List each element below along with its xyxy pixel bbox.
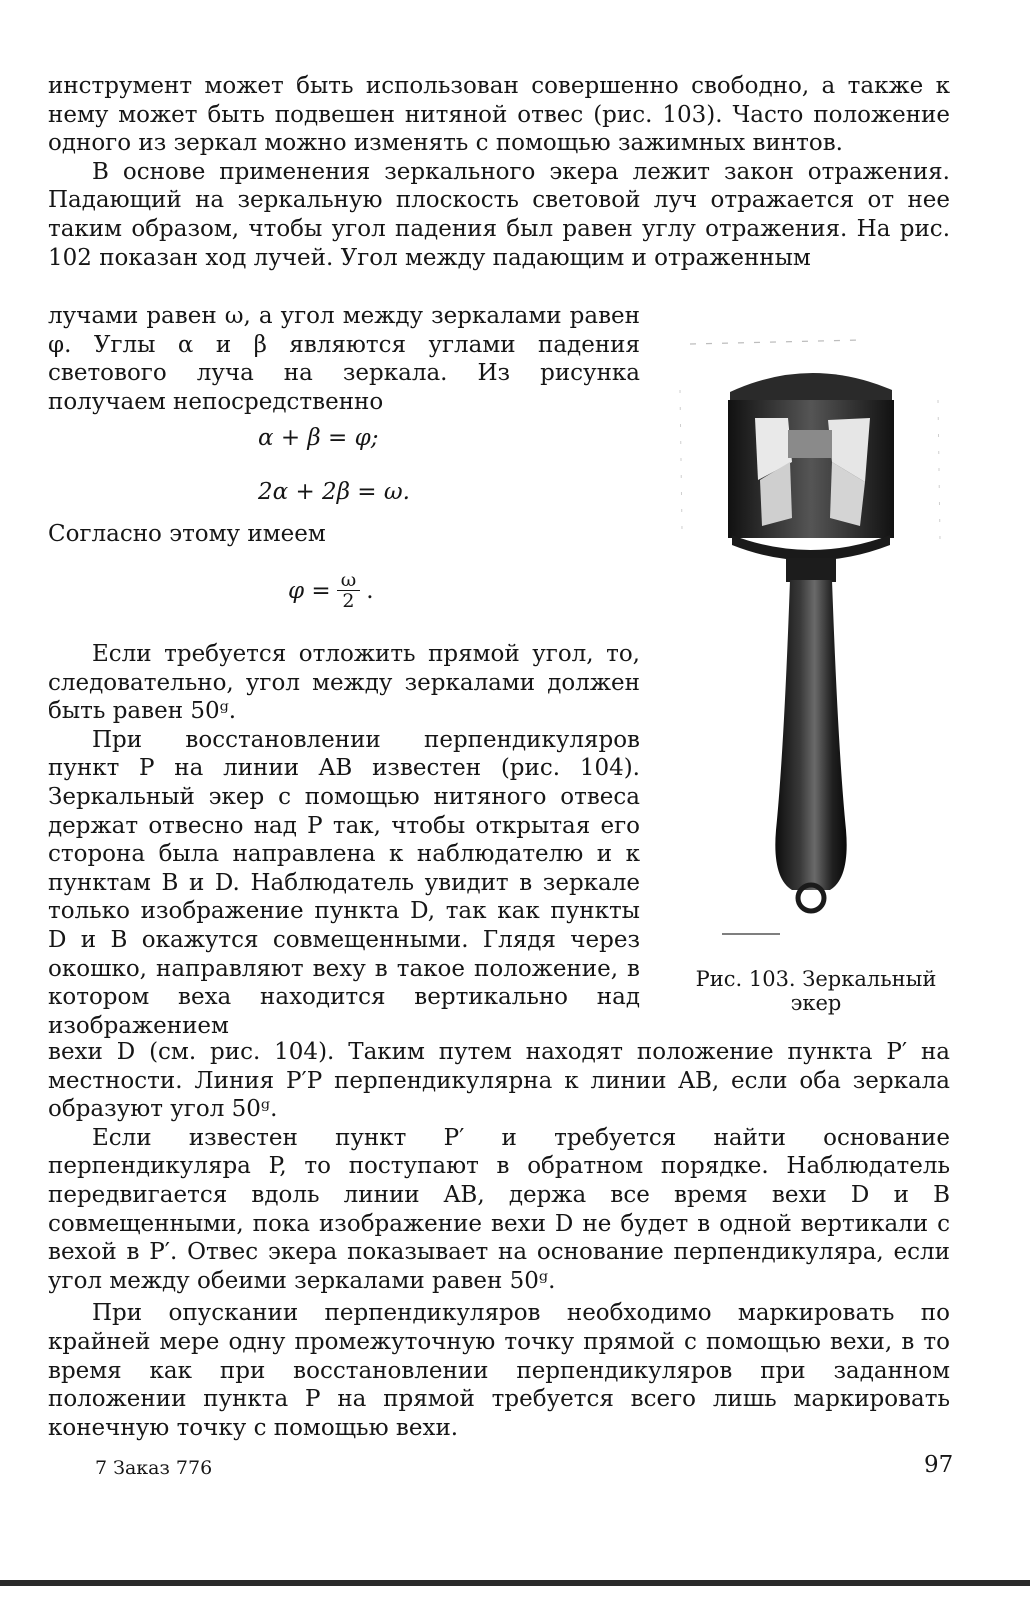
paragraph-6: Если известен пункт P′ и требуется найти основание перпендикуляра P, то поступают в обратном порядке. Наблюдатель передвигается вдоль линии AB, держа все время вехи D и B совмещенными, пока изображение вехи D не будет в одной вертикали с вехой в P′. Отвес экера показывает на основание перпендикуляра, если угол между обеими зеркалами равен 50ᵍ. (48, 1124, 950, 1294)
fraction-denominator: 2 (342, 590, 355, 612)
text-narrow-column (48, 302, 640, 416)
equation-3-left: φ = (288, 577, 331, 604)
figure-caption: Рис. 103. Зеркальный экер (695, 967, 937, 1015)
paragraph-5a: При восстановлении перпендикуляров пункт P на линии AB известен (рис. 104). Зеркальный экер с помощью нитяного отвеса держат отвесно над P так, чтобы открытая его сторона была направлена к наблюдателю и к пунктам B и D. Наблюдатель увидит в зеркале только изображение пункта D, так как пункты D и B окажутся совмещенными. Глядя через окошко, направляют веху в такое положение, в котором веха находится вертикально над изображением (48, 726, 640, 1039)
equation-3 (288, 570, 374, 611)
paragraph-2: В основе применения зеркального экера лежит закон отражения. Падающий на зеркальную плоскость световой луч отражается от нее таким образом, чтобы угол падения был равен углу отражения. На рис. 102 показан ход лучей. Угол между падающим и отраженным (48, 158, 950, 271)
text-top (48, 72, 950, 272)
text-narrow-lower (48, 640, 640, 1040)
equation-2 (258, 478, 410, 506)
page-number: 97 (924, 1452, 954, 1478)
scan-edge-line (0, 1580, 1030, 1586)
figure-mirror-square (660, 330, 960, 1000)
mirror-square-illustration (660, 330, 960, 970)
equation-1 (258, 424, 378, 452)
paragraph-1: инструмент может быть использован совершенно свободно, а также к нему может быть подвешен нитяной отвес (рис. 103). Часто положение одного из зеркал можно изменять с помощью зажимных винтов. (48, 73, 950, 157)
paragraph-4: Если требуется отложить прямой угол, то, следовательно, угол между зеркалами должен быть равен 50ᵍ. (48, 641, 640, 725)
text-bottom (48, 1038, 950, 1442)
equation-3-fraction (337, 570, 361, 611)
equation-1-text: α + β = φ; (258, 425, 379, 451)
equation-2-text: 2α + 2β = ω. (258, 479, 410, 505)
fraction-numerator: ω (337, 570, 361, 591)
paragraph-3 (48, 520, 326, 548)
paragraph-2-continued: лучами равен ω, а угол между зеркалами равен φ. Углы α и β являются углами падения светового луча на зеркала. Из рисунка получаем непосредственно (48, 303, 640, 415)
paragraph-3-text: Согласно этому имеем (48, 521, 326, 547)
paragraph-7: При опускании перпендикуляров необходимо маркировать по крайней мере одну промежуточную точку прямой с помощью вехи, в то время как при восстановлении перпендикуляров при заданном положении пункта P на прямой требуется всего лишь маркировать конечную точку с помощью вехи. (48, 1300, 950, 1441)
footer-order-number: 7 Заказ 776 (95, 1457, 213, 1479)
paragraph-5b: вехи D (см. рис. 104). Таким путем находят положение пункта P′ на местности. Линия P′P перпендикулярна к линии AB, если оба зеркала образуют угол 50ᵍ. (48, 1039, 950, 1123)
equation-3-period: . (366, 577, 374, 604)
